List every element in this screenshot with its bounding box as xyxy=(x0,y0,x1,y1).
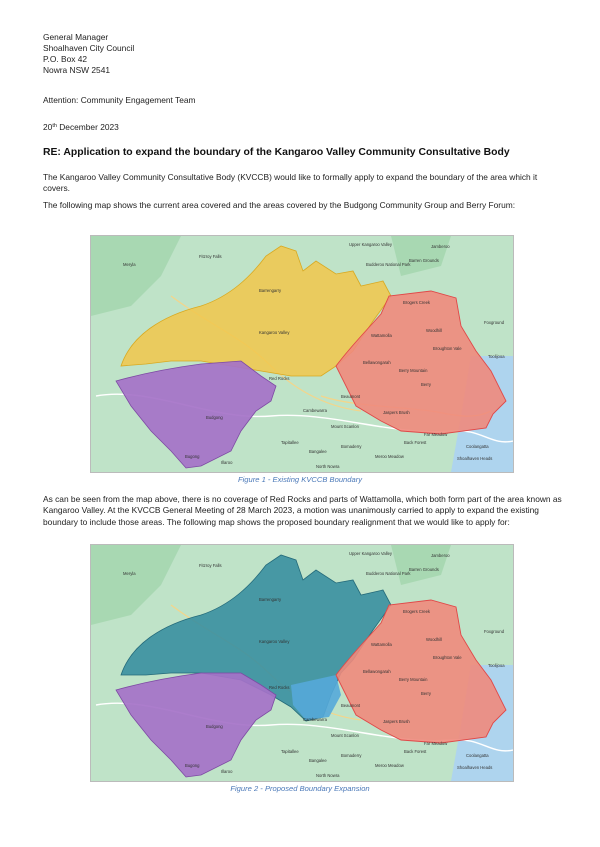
map-label: Cambewarra xyxy=(303,408,327,413)
map-label: Barren Grounds xyxy=(409,258,439,263)
attention-line: Attention: Community Engagement Team xyxy=(43,95,196,105)
map-label: Budgong xyxy=(206,415,223,420)
map-label: Beaumont xyxy=(341,703,361,708)
map-label: Fitzroy Falls xyxy=(199,254,222,259)
paragraph-intro: The Kangaroo Valley Community Consultative Body (KVCCB) would like to formally apply to expand the boundary of the area which it covers. xyxy=(43,172,538,194)
map-label: Barrengarry xyxy=(259,288,282,293)
address-line: P.O. Box 42 xyxy=(43,54,88,64)
map-label: Berry Mountain xyxy=(399,677,428,682)
map-label: Toolijooa xyxy=(488,354,505,359)
map-label: Barren Grounds xyxy=(409,567,439,572)
map-label: Kangaroo Valley xyxy=(259,639,290,644)
address-line: Nowra NSW 2541 xyxy=(43,65,111,75)
map-label: Meryla xyxy=(123,571,136,576)
map-label: Bugong xyxy=(185,763,200,768)
recipient-address xyxy=(43,32,134,76)
map-label: Back Forest xyxy=(404,749,427,754)
map-label: Bellawongarah xyxy=(363,360,391,365)
map-label: Foxground xyxy=(484,629,505,634)
map-label: Wattamolla xyxy=(371,333,392,338)
map-label: Kangaroo Valley xyxy=(259,330,290,335)
map-label: Jaspers Brush xyxy=(383,719,410,724)
map-label: Bomaderry xyxy=(341,444,362,449)
map-label: Mount Scanlon xyxy=(331,733,359,738)
map-label: Upper Kangaroo Valley xyxy=(349,242,392,247)
map-label: Jaspers Brush xyxy=(383,410,410,415)
map-label: Tapitallee xyxy=(281,440,299,445)
map-label: Foxground xyxy=(484,320,505,325)
map-label: Berry xyxy=(421,691,432,696)
map-label: Cambewarra xyxy=(303,717,327,722)
map-label: Shoalhaven Heads xyxy=(457,456,493,461)
map-label: Upper Kangaroo Valley xyxy=(349,551,392,556)
map-label: Brogers Creek xyxy=(403,609,430,614)
figure-2-caption: Figure 2 - Proposed Boundary Expansion xyxy=(230,784,370,793)
map-label: Budderoo National Park xyxy=(366,571,411,576)
map-label: Bangalee xyxy=(309,758,327,763)
map-label: Woodhill xyxy=(426,328,442,333)
map-label: Bomaderry xyxy=(341,753,362,758)
figure-1-caption: Figure 1 - Existing KVCCB Boundary xyxy=(237,475,363,484)
date-suffix: th xyxy=(52,123,57,129)
map-label: Broughton Vale xyxy=(433,655,462,660)
paragraph-map-intro: The following map shows the current area covered and the areas covered by the Budgong Community Group and Berry Forum: xyxy=(43,200,516,210)
map-label: Jamberoo xyxy=(431,553,450,558)
map-label: Meroo Meadow xyxy=(375,763,404,768)
paragraph-proposal: As can be seen from the map above, there is no coverage of Red Rocks and parts of Wattamolla, which both form part of the area known as Kangaroo Valley. At the KVCCB General Meeting of 28 March 2023, a motion was unanimously carried to apply to expand the existing boundary to include those areas. The following map shows the proposed boundary realignment that we would like to apply for: xyxy=(43,494,562,527)
map-label: Far Meadow xyxy=(424,741,448,746)
map-label: Fitzroy Falls xyxy=(199,563,222,568)
map-label: Bangalee xyxy=(309,449,327,454)
figure-1-map xyxy=(90,235,514,473)
map-label: Budgong xyxy=(206,724,223,729)
map-label: Back Forest xyxy=(404,440,427,445)
letter-date xyxy=(43,122,119,133)
address-line: Shoalhaven City Council xyxy=(43,43,135,53)
map-label: Brogers Creek xyxy=(403,300,430,305)
map-label: Red Rocks xyxy=(269,376,290,381)
map-label: Tapitallee xyxy=(281,749,299,754)
map-label: Bellawongarah xyxy=(363,669,391,674)
map-label: Illaroo xyxy=(221,769,233,774)
date-day: 20 xyxy=(43,122,53,132)
map-label: Budderoo National Park xyxy=(366,262,411,267)
map-label: Berry xyxy=(421,382,432,387)
map-label: Shoalhaven Heads xyxy=(457,765,493,770)
map-label: Wattamolla xyxy=(371,642,392,647)
date-rest: December 2023 xyxy=(56,122,119,132)
map-label: Bugong xyxy=(185,454,200,459)
map-label: Beaumont xyxy=(341,394,361,399)
map-label: Coolangatta xyxy=(466,753,489,758)
map-label: Meroo Meadow xyxy=(375,454,404,459)
map-label: Jamberoo xyxy=(431,244,450,249)
map-label: Meryla xyxy=(123,262,136,267)
map-label: Illaroo xyxy=(221,460,233,465)
map-label: Toolijooa xyxy=(488,663,505,668)
letter-heading: RE: Application to expand the boundary of the Kangaroo Valley Community Consultative Body xyxy=(43,147,510,158)
map-label: Coolangatta xyxy=(466,444,489,449)
map-label: Broughton Vale xyxy=(433,346,462,351)
map-label: Barrengarry xyxy=(259,597,282,602)
map-label: Berry Mountain xyxy=(399,368,428,373)
address-line: General Manager xyxy=(43,32,109,42)
map-label: Mount Scanlon xyxy=(331,424,359,429)
map-label: Woodhill xyxy=(426,637,442,642)
figure-2-map xyxy=(90,544,514,782)
map-label: North Nowra xyxy=(316,773,340,778)
map-label: Far Meadow xyxy=(424,432,448,437)
map-label: Red Rocks xyxy=(269,685,290,690)
map-label: North Nowra xyxy=(316,464,340,469)
